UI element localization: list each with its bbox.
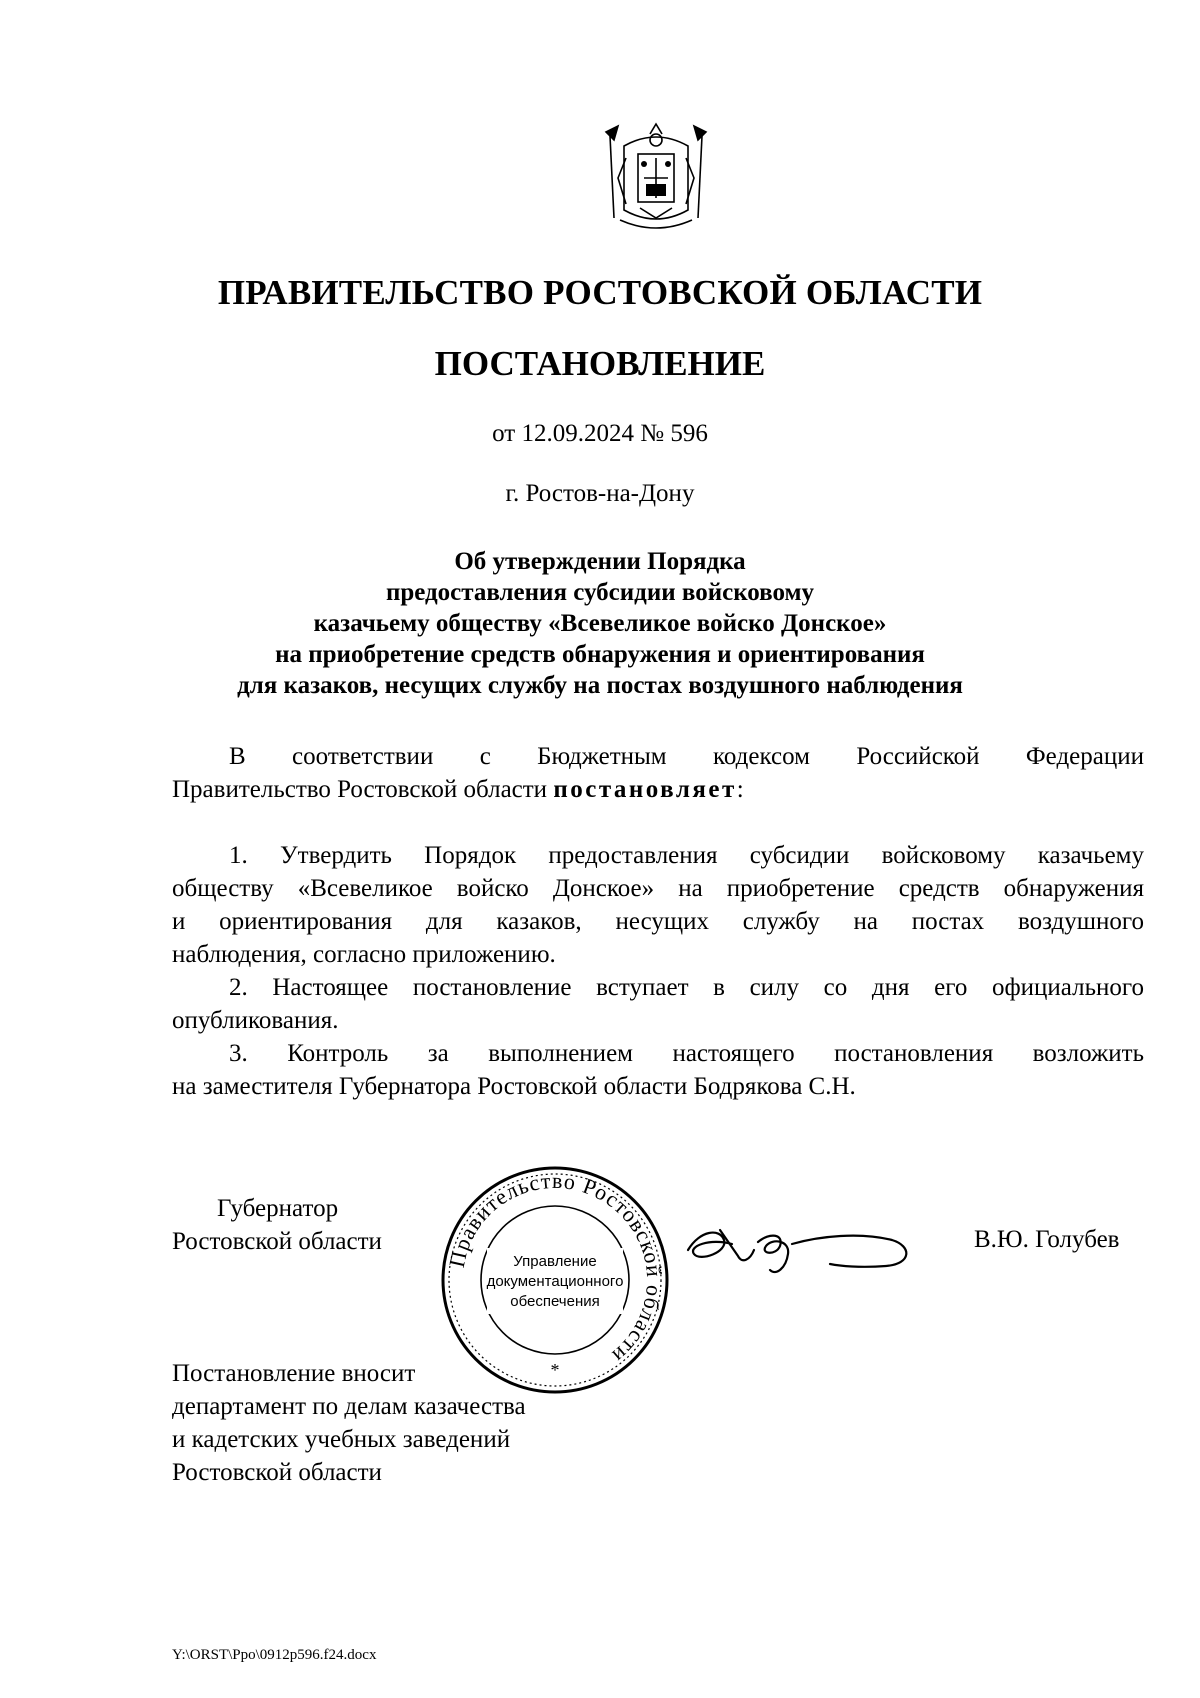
handwritten-signature (680, 1210, 930, 1290)
document-type: ПОСТАНОВЛЕНИЕ (434, 344, 766, 383)
title-line: Об утверждении Порядка (454, 548, 746, 575)
signatory-name: В.Ю. Голубев (974, 1226, 1120, 1253)
title-line: предоставления субсидии войсковому (385, 579, 815, 606)
clause-line: обществу «Всевеликое войско Донское» на приобретение средств обнаружения (172, 875, 1144, 902)
document-title (0, 546, 1200, 701)
clause-line: на заместителя Губернатора Ростовской области Бодрякова С.Н. (172, 1073, 856, 1100)
note-line: Ростовской области (172, 1459, 382, 1486)
file-path: Y:\ORST\Ppo\0912p596.f24.docx (172, 1647, 377, 1663)
resolves-word: постановляет (553, 776, 737, 803)
seal-center-line: Управление (513, 1253, 597, 1270)
note-line: и кадетских учебных заведений (172, 1426, 511, 1453)
clause-line: 3. Контроль за выполнением настоящего постановления возложить (229, 1040, 1144, 1067)
preamble-line: Правительство Ростовской области постановляет: (172, 776, 744, 803)
clause-1 (172, 839, 1144, 971)
seal-ring-text: Правительство Ростовской области (443, 1167, 668, 1369)
clause-line: опубликования. (172, 1007, 339, 1034)
position-line: Губернатор (217, 1195, 339, 1222)
title-line: для казаков, несущих службу на постах воздушного наблюдения (237, 672, 963, 699)
signatory-position (172, 1192, 382, 1258)
clause-line: 2. Настоящее постановление вступает в силу со дня его официального (229, 974, 1144, 1001)
preamble (172, 740, 1144, 806)
position-line: Ростовской области (172, 1228, 382, 1255)
seal-center-line: документационного (486, 1273, 624, 1290)
title-line: на приобретение средств обнаружения и ориентирования (275, 641, 925, 668)
document-date-number: от 12.09.2024 № 596 (492, 420, 708, 447)
submission-note (172, 1357, 526, 1489)
note-line: Постановление вносит (172, 1360, 416, 1387)
clause-3 (172, 1037, 1144, 1103)
preamble-line: В соответствии с Бюджетным кодексом Российской Федерации (229, 743, 1144, 770)
clause-line: и ориентирования для казаков, несущих службу на постах воздушного (172, 908, 1144, 935)
seal-star: * (550, 1360, 560, 1380)
title-line: казачьему обществу «Всевеликое войско Донское» (313, 610, 887, 637)
organization-title: ПРАВИТЕЛЬСТВО РОСТОВСКОЙ ОБЛАСТИ (217, 273, 983, 312)
note-line: департамент по делам казачества (172, 1393, 526, 1420)
coat-of-arms-icon (600, 118, 712, 236)
clause-2 (172, 971, 1144, 1037)
document-city: г. Ростов-на-Дону (505, 480, 695, 507)
clause-line: наблюдения, согласно приложению. (172, 941, 556, 968)
clause-line: 1. Утвердить Порядок предоставления субсидии войсковому казачьему (229, 842, 1144, 869)
seal-center-line: обеспечения (510, 1293, 600, 1310)
